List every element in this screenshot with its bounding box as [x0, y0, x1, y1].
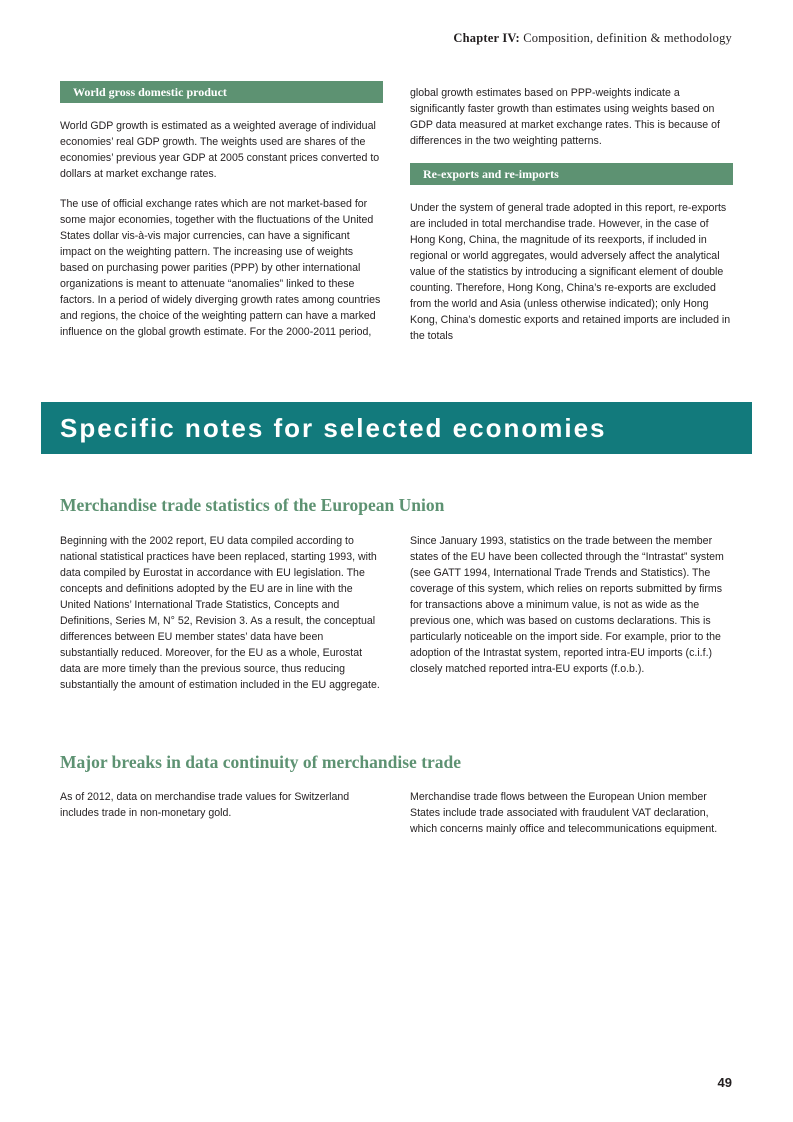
- section-banner: Specific notes for selected economies: [41, 402, 752, 454]
- gdp-heading: World gross domestic product: [60, 81, 383, 103]
- eu-paragraph-left: Beginning with the 2002 report, EU data compiled according to national statistical practices have been replaced, starting 1993, with data compiled by Eurostat in accordance with EU legislation. The concepts and definitions adopted by the EU are in line with the United Nations’ International Trade Statistics, Concepts and Definitions, Series M, N° 52, Revision 3. As a result, the conceptual differences between EU member states’ data have been substantially reduced. Moreover, for the EU as a whole, Eurostat data are more timely than the previous source, thus reducing substantially the amount of estimation included in the EU aggregate.: [60, 535, 380, 691]
- reexports-paragraph-1: Under the system of general trade adopted in this report, re-exports are included in total merchandise trade. However, in the case of Hong Kong, China, the magnitude of its reexports, if included in regional or world aggregates, would adversely affect the analytical value of the statistics by introducing a significant element of double counting. Therefore, Hong Kong, China’s re-exports are excluded from the world and Asia (unless otherwise indicated); only Hong Kong, China’s domestic exports and retained imports are included in the totals: [410, 202, 731, 342]
- gdp-paragraph-2: The use of official exchange rates which are not market-based for some major economies, together with the fluctuations of the United States dollar vis-à-vis major currencies, can have a significant impact on the weighting pattern. The increasing use of weights based on purchasing power parities (PPP) by other international organizations is meant to attenuate “anomalies” linked to these factors. In a period of widely diverging growth rates among countries and regions, the choice of the weighting pattern can have a marked influence on the global growth estimate. For the 2000-2011 period,: [60, 198, 381, 338]
- reexports-heading: Re-exports and re-imports: [410, 163, 733, 185]
- eu-right-column: [410, 533, 733, 691]
- breaks-left-column: [60, 789, 383, 835]
- gdp-paragraph-1: World GDP growth is estimated as a weighted average of individual economies’ real GDP growth. The weights used are shares of the economies’ previous year GDP at 2005 constant prices converted to dollars at market exchange rates.: [60, 120, 380, 180]
- running-header: [453, 31, 732, 46]
- breaks-section-title: Major breaks in data continuity of merchandise trade: [60, 752, 462, 772]
- page-number: 49: [717, 1075, 732, 1090]
- breaks-paragraph-right: Merchandise trade flows between the European Union member States include trade associated with fraudulent VAT declaration, which concerns mainly office and telecommunications equipment.: [410, 791, 718, 835]
- breaks-paragraph-left: As of 2012, data on merchandise trade values for Switzerland includes trade in non-monetary gold.: [60, 791, 350, 819]
- chapter-label: Chapter IV:: [453, 31, 520, 45]
- eu-paragraph-right: Since January 1993, statistics on the trade between the member states of the EU have been collected through the “Intrastat” system (see GATT 1994, International Trade Trends and Statistics). The coverage of this system, which relies on reports submitted by firms for transactions above a minimum value, is not as wide as the previous one, which was based on customs declarations. This is particularly noticeable on the import side. For example, prior to the adoption of the Intrastat system, reported intra-EU imports (c.i.f.) closely matched reported intra-EU exports (f.o.b.).: [410, 535, 724, 675]
- eu-section-title: Merchandise trade statistics of the European Union: [60, 495, 445, 515]
- gdp-column: [60, 81, 383, 354]
- chapter-subtitle: Composition, definition & methodology: [523, 31, 732, 45]
- gdp-paragraph-3: global growth estimates based on PPP-weights indicate a significantly faster growth than estimates using weights based on GDP data measured at market exchange rates. This is because of differences in the two weighting patterns.: [410, 87, 720, 147]
- breaks-right-column: [410, 789, 733, 851]
- right-top-column: [410, 85, 733, 358]
- eu-left-column: [60, 533, 383, 707]
